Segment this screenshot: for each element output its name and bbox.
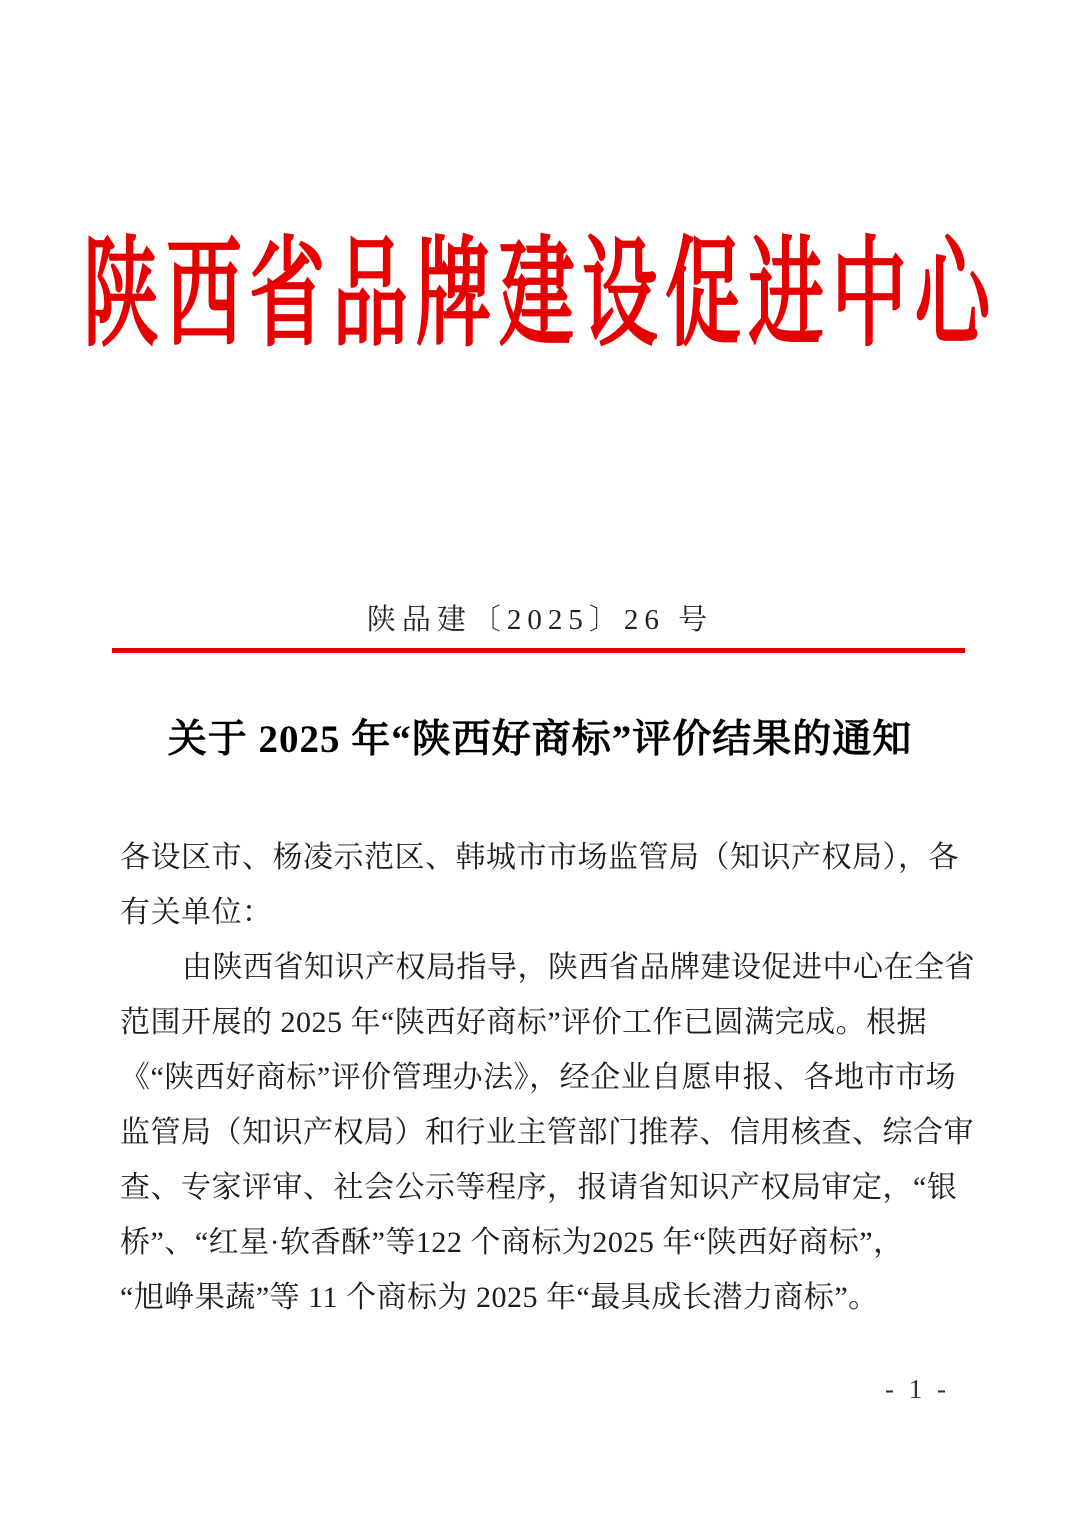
paragraph-line: 范围开展的 2025 年“陕西好商标”评价工作已圆满完成。根据 (120, 1006, 928, 1039)
salutation-line: 有关单位： (120, 896, 273, 929)
paragraph-line: 查、专家评审、社会公示等程序，报请省知识产权局审定，“银 (120, 1171, 958, 1204)
paragraph-line: 由陕西省知识产权局指导，陕西省品牌建设促进中心在全省 (182, 951, 975, 984)
paragraph-line: 桥”、“红星·软香酥”等122 个商标为2025 年“陕西好商标”， (120, 1226, 904, 1259)
paragraph-line: 《“陕西好商标”评价管理办法》，经企业自愿申报、各地市市场 (120, 1061, 957, 1094)
document-title: 关于 2025 年“陕西好商标”评价结果的通知 (167, 718, 913, 761)
document-number: 陕品建〔2025〕26 号 (366, 604, 714, 636)
page-number: - 1 - (885, 1374, 950, 1404)
document-body (120, 830, 975, 1325)
salutation-line: 各设区市、杨凌示范区、韩城市市场监管局（知识产权局），各 (120, 841, 959, 874)
paragraph-line: “旭峥果蔬”等 11 个商标为 2025 年“最具成长潜力商标”。 (120, 1281, 879, 1314)
red-divider-line (112, 648, 965, 653)
letterhead (0, 226, 1080, 366)
org-name-header: 陕西省品牌建设促进中心 (82, 230, 998, 361)
paragraph-line: 监管局（知识产权局）和行业主管部门推荐、信用核查、综合审 (120, 1116, 974, 1149)
